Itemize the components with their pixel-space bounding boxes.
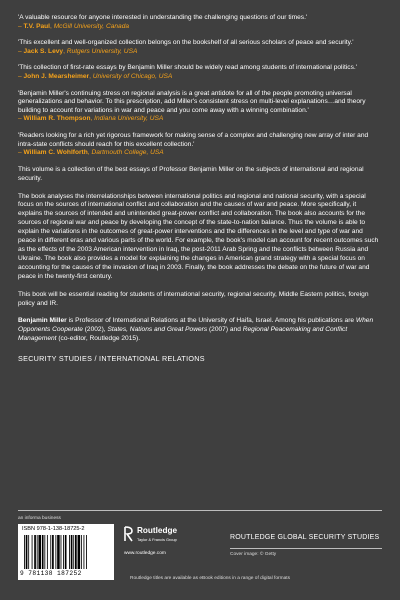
endorsement (18, 14, 382, 31)
barcode-bar (75, 535, 77, 569)
barcode-bar (57, 535, 60, 569)
bio-book-title: When Opponents Cooperate (18, 317, 374, 334)
endorsement-quote: 'A valuable resource for anyone interested in understanding the challenging questions of our times.' (18, 14, 308, 21)
barcode-bar (38, 535, 41, 569)
bio-text: (co-editor, Routledge 2015). (56, 335, 141, 343)
isbn: ISBN 978-1-138-18725-2 (22, 526, 85, 532)
endorser-name: John J. Mearsheimer (23, 72, 90, 80)
publisher-group: Taylor & Francis Group (137, 537, 177, 542)
endorsement (18, 90, 382, 124)
series-divider (230, 548, 382, 549)
publisher-logo (124, 524, 178, 556)
barcode-bar (86, 535, 87, 569)
endorser-name: T.V. Paul (23, 22, 51, 30)
endorsement-attribution: – John J. Mearsheimer, University of Chicago, USA (18, 72, 173, 80)
bio-book-title: Regional Peacemaking and Conflict Management (18, 326, 348, 343)
barcode-bar (81, 535, 82, 569)
endorsements (18, 14, 382, 158)
endorsement (18, 132, 382, 158)
barcode-bar (78, 535, 81, 569)
barcode-bar (44, 535, 45, 569)
endorser-name: Jack S. Levy (23, 47, 64, 55)
barcode-bar (52, 535, 54, 569)
barcode-bar (61, 535, 62, 569)
author-bio (18, 317, 382, 344)
barcode-bar (24, 535, 25, 569)
barcode-bar (71, 535, 73, 569)
bio-book-title: States, Nations and Great Powers (107, 326, 208, 334)
endorser-name: William R. Thompson (23, 115, 91, 123)
barcode-bar (37, 535, 38, 569)
endorsement-quote: 'Readers looking for a rich yet rigorous framework for making sense of a complex and challenging new array of inter and intra-state conflicts should reach for this excellent collection.' (18, 131, 369, 148)
ebook-note: Routledge titles are available as eBook editions in a range of digital formats (130, 576, 290, 581)
endorser-affiliation: Dartmouth College, USA (91, 149, 164, 157)
divider (18, 510, 382, 511)
endorsement-quote: 'This collection of first-rate essays by Benjamin Miller should be widely read among students of international politics.' (18, 64, 357, 72)
barcode-number: 9 781138 187252 (20, 570, 82, 577)
barcode-bar (50, 535, 51, 569)
informa-tag: an informa business (18, 516, 61, 521)
barcode-bar (28, 535, 29, 569)
endorsement-attribution: – William R. Thompson, Indiana University, USA (18, 115, 164, 123)
endorsement (18, 64, 382, 81)
author-name: Benjamin Miller (18, 317, 67, 325)
barcode-bar (84, 535, 85, 569)
series-title: ROUTLEDGE GLOBAL SECURITY STUDIES (230, 534, 380, 541)
barcode-bar (32, 535, 33, 569)
publisher-name: Routledge (137, 526, 178, 535)
description-intro: This volume is a collection of the best essays of Professor Benjamin Miller on the subjects of international and regional security. (18, 165, 364, 182)
subject-category: SECURITY STUDIES / INTERNATIONAL RELATIONS (18, 354, 205, 364)
endorsement (18, 39, 382, 56)
barcode-bar (42, 535, 44, 569)
routledge-logo-icon (124, 526, 134, 542)
endorser-affiliation: McGill University, Canada (53, 22, 130, 30)
bio-text: (2007) and (207, 326, 243, 334)
bio-text: (2002), (82, 326, 108, 334)
barcode (18, 524, 114, 580)
publisher-url: www.routledge.com (124, 551, 166, 556)
endorser-affiliation: University of Chicago, USA (92, 72, 173, 80)
endorsement-quote: 'Benjamin Miller's continuing stress on regional analysis is a great antidote for all of the people promoting universal generalizations and behavior. To this prescription, add Miller's consistent stress on multi-level explanations…and theory building to account for variations in war and peace and you come away with a winning combination.' (18, 89, 366, 114)
barcode-bar (73, 535, 74, 569)
barcode-bar (47, 535, 48, 569)
bio-text: is Professor of International Relations at the University of Haifa, Israel. Among his publications are (66, 317, 356, 325)
endorser-name: William C. Wohlforth (23, 149, 88, 157)
barcode-bar (65, 535, 67, 569)
description-readership: This book will be essential reading for students of international security, regional security, Middle Eastern politics, foreign policy and IR. (18, 290, 369, 307)
barcode-bar (26, 535, 28, 569)
barcode-bar (55, 535, 56, 569)
description-main: The book analyses the interrelationships between international politics and regional and national security, with a special focus on the sources of international conflict and collaboration and the causes of war and peace. More specifically, it explains the sources of intended and unintended great-power conflict and collaboration. The book also accounts for the sources of regional war and peace by developing the concept of the state-to-nation balance. Thus the volume is able to explain the variations in the outcomes of great-power interventions and the differences in the level and type of war and peace in different eras and various parts of the world. For example, the book's model can account for recent outcomes such as the effects of the 2003 American intervention in Iraq, the post-2011 Arab Spring and the conflicts between Russia and Ukraine. The book also provides a model for explaining the changes in American grand strategy with a special focus on accounting for the causes of the invasion of Iraq in 2003. Finally, the book addresses the debate on the future of war and peace in the twenty-first century. (18, 192, 379, 280)
endorser-affiliation: Indiana University, USA (94, 115, 164, 123)
cover-credit: Cover image: © Getty (230, 552, 277, 557)
endorser-affiliation: Rutgers University, USA (66, 47, 138, 55)
endorsement-attribution: – William C. Wohlforth, Dartmouth College, USA (18, 149, 164, 157)
endorsement-attribution: – T.V. Paul, McGill University, Canada (18, 22, 130, 30)
barcode-bar (34, 535, 36, 569)
barcode-bar (69, 535, 70, 569)
endorsement-attribution: – Jack S. Levy, Rutgers University, USA (18, 47, 138, 55)
barcode-bars (24, 535, 108, 569)
barcode-bar (63, 535, 64, 569)
endorsement-quote: 'This excellent and well-organized collection belongs on the bookshelf of all serious scholars of peace and security.' (18, 39, 354, 47)
